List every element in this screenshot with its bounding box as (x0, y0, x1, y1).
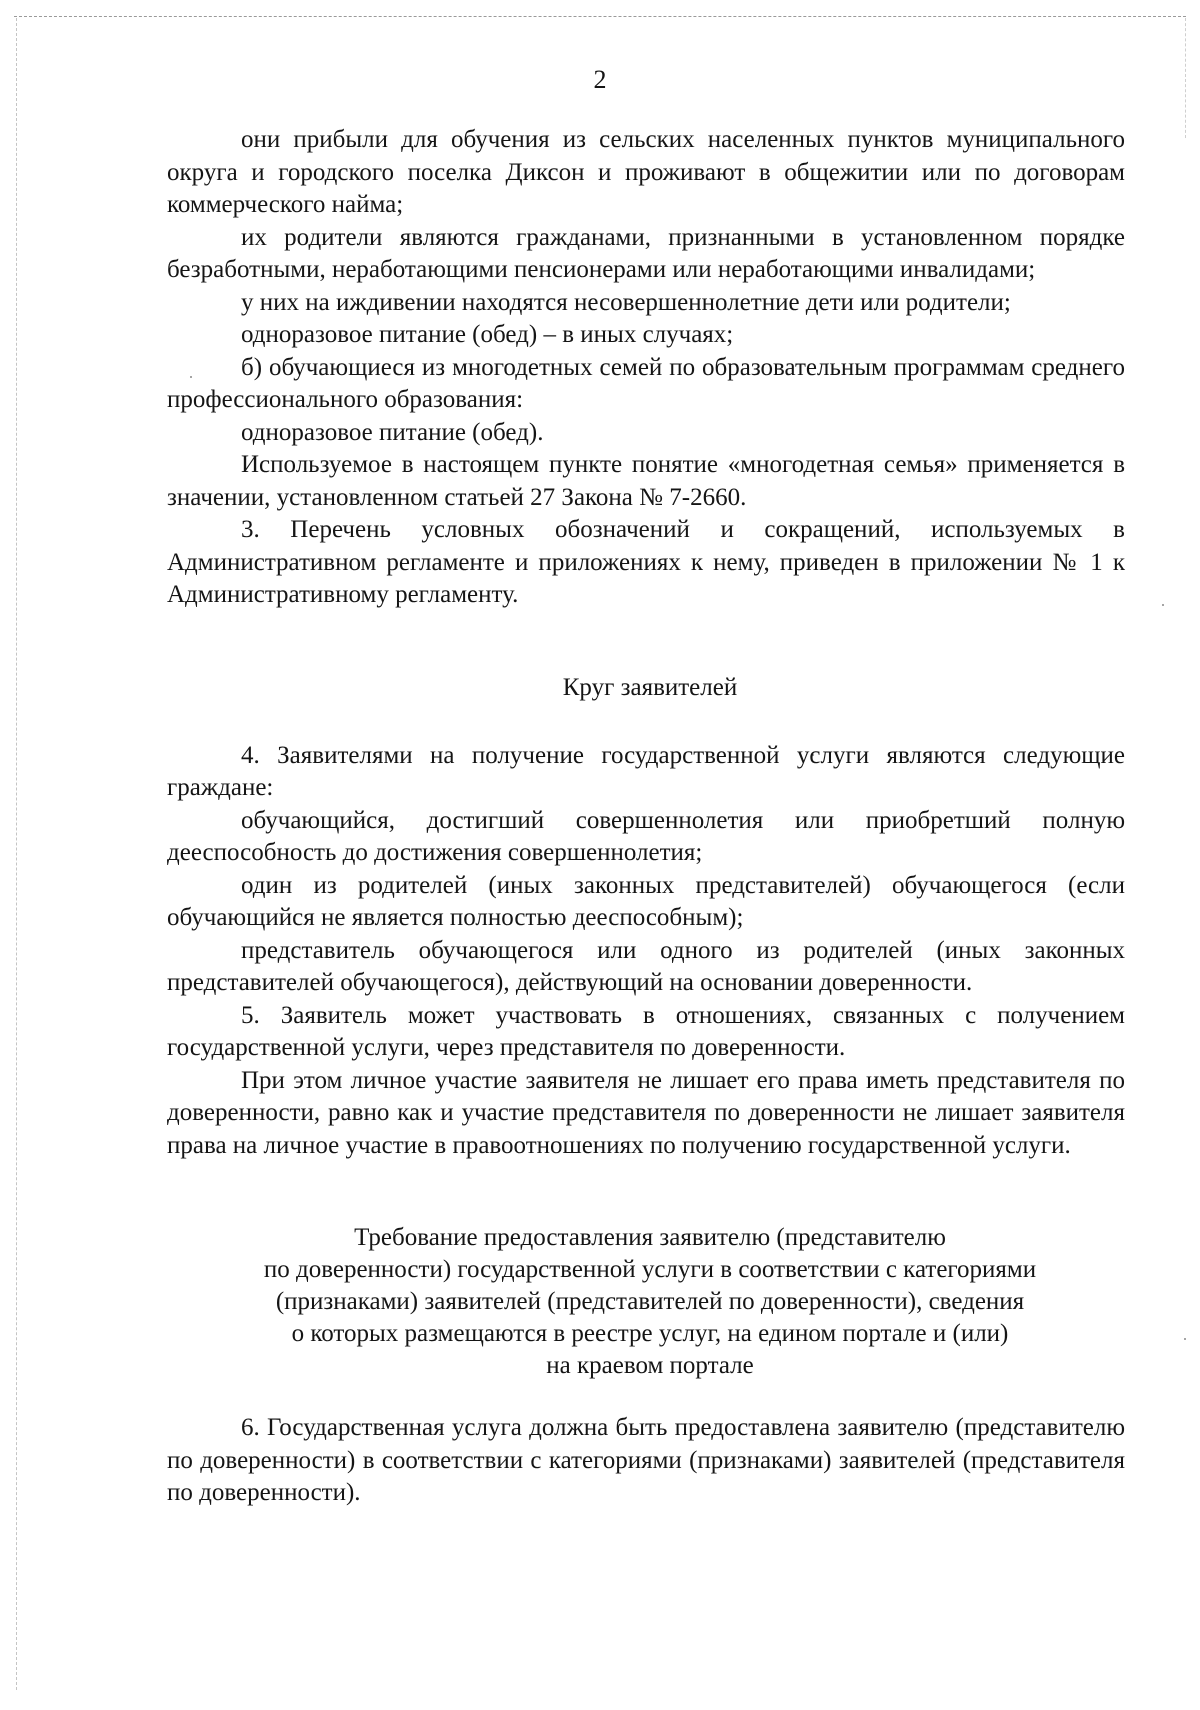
section-spacer (167, 1162, 1125, 1222)
paragraph: одноразовое питание (обед) – в иных случаях; (241, 321, 734, 348)
paragraph: обучающийся, достигший совершеннолетия или приобретший полную дееспособность до достижения совершеннолетия; (167, 806, 1125, 866)
paragraph: б) обучающиеся из многодетных семей по образовательным программам среднего профессионального образования: (167, 353, 1125, 413)
section-heading-requirement: Требование предоставления заявителю (представителю по доверенности) государственной услуги в соответствии с категориями (признаками) заявителей (представителей по доверенности), сведения о которых размещаются в реестре услуг, на едином портале и (или) на краевом портале (263, 1224, 1037, 1379)
paragraph: Используемое в настоящем пункте понятие «многодетная семья» применяется в значении, установленном статьей 27 Закона № 7-2660. (167, 451, 1125, 511)
scan-speck (1162, 604, 1164, 606)
paragraph: 6. Государственная услуга должна быть предоставлена заявителю (представителю по доверенности) в соответствии с категориями (признаками) заявителей (представителя по доверенности). (167, 1414, 1125, 1506)
section-spacer (167, 1382, 1125, 1412)
page-number: 2 (593, 65, 607, 94)
section-spacer (167, 612, 1125, 672)
document-body (167, 124, 1125, 1510)
paragraph: один из родителей (иных законных представителей) обучающегося (если обучающийся не является полностью дееспособным); (167, 871, 1125, 931)
paragraph: 5. Заявитель может участвовать в отношениях, связанных с получением государственной услуги, через представителя по доверенности. (167, 1001, 1125, 1061)
scan-edge-top (14, 16, 1186, 17)
paragraph: При этом личное участие заявителя не лишает его права иметь представителя по доверенности, равно как и участие представителя по доверенности не лишает заявителя права на личное участие в правоотношениях по получению государственной услуги. (167, 1066, 1125, 1159)
paragraph: у них на иждивении находятся несовершеннолетние дети или родители; (241, 288, 1011, 316)
paragraph: их родители являются гражданами, признанными в установленном порядке безработными, неработающими пенсионерами или неработающими инвалидами; (167, 223, 1125, 283)
scan-speck (1184, 1338, 1186, 1340)
paragraph: они прибыли для обучения из сельских населенных пунктов муниципального округа и городского поселка Диксон и проживают в общежитии или по договорам коммерческого найма; (167, 126, 1125, 218)
section-heading-applicants: Круг заявителей (562, 673, 738, 701)
paragraph: 4. Заявителями на получение государственной услуги являются следующие граждане: (167, 741, 1125, 801)
paragraph: представитель обучающегося или одного из родителей (иных законных представителей обучающегося), действующий на основании доверенности. (167, 936, 1125, 996)
paragraph: 3. Перечень условных обозначений и сокращений, используемых в Административном регламенте и приложениях к нему, приведен в приложении № 1 к Административному регламенту. (167, 516, 1125, 608)
paragraph: одноразовое питание (обед). (241, 418, 544, 446)
section-spacer (167, 704, 1125, 740)
scan-edge-left (16, 18, 17, 1690)
